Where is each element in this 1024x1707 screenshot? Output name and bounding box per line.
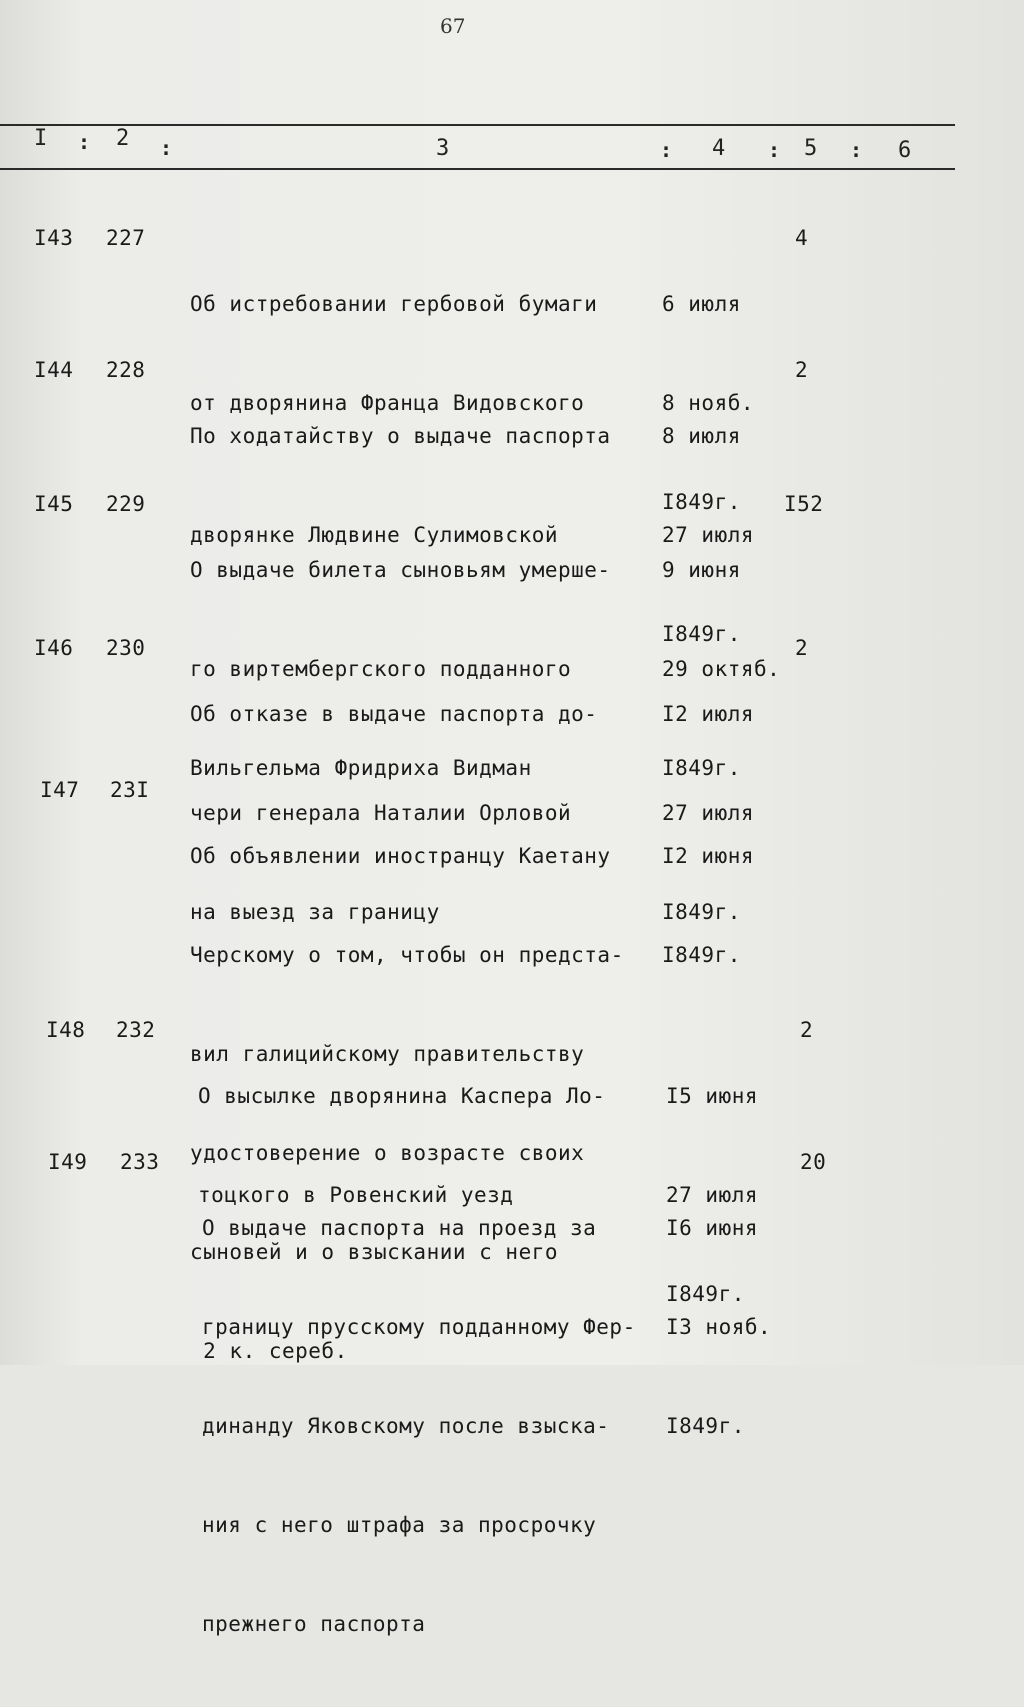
row-case-number: 230	[106, 636, 146, 660]
header-col-4: 4	[712, 136, 726, 161]
row-title: Об истребовании гербовой бумаги от дворянина Франца Видовского	[190, 292, 598, 415]
row-case-number: 229	[106, 492, 146, 516]
header-bottom-rule	[0, 168, 955, 170]
header-separator: :	[768, 138, 781, 162]
row-case-number: 23I	[110, 778, 150, 802]
row-sheets: 2	[795, 358, 809, 382]
row-case-number: 227	[106, 226, 146, 250]
row-title: О высылке дворянина Каспера Ло- тоцкого в Ровенский уезд	[198, 1084, 606, 1207]
row-sheets: 20	[800, 1150, 827, 1174]
row-sheets: 2	[800, 1018, 814, 1042]
row-index: I43	[34, 226, 74, 250]
header-col-1: I	[34, 126, 48, 151]
header-separator: :	[160, 136, 173, 160]
row-title: О выдаче билета сыновьям умерше- го виртембергского подданного Вильгельма Фридриха Видман	[190, 558, 611, 780]
row-sheets: 4	[795, 226, 809, 250]
page-number: 67	[440, 14, 466, 38]
header-col-3: 3	[436, 136, 450, 161]
row-dates: 6 июля 8 нояб. I849г.	[662, 292, 755, 514]
header-col-6: 6	[898, 138, 912, 163]
row-dates: 8 июля 27 июля I849г.	[662, 424, 755, 646]
header-col-5: 5	[804, 136, 818, 161]
header-separator: :	[78, 130, 91, 154]
row-index: I47	[40, 778, 80, 802]
row-sheets: I52	[784, 492, 824, 516]
row-case-number: 228	[106, 358, 146, 382]
row-index: I45	[34, 492, 74, 516]
row-dates: I6 июня I3 нояб. I849г.	[666, 1216, 772, 1438]
row-dates: I2 июля 27 июля I849г.	[662, 702, 755, 924]
row-case-number: 233	[120, 1150, 160, 1174]
header-col-2: 2	[116, 126, 130, 151]
row-title: Об объявлении иностранцу Каетану Черскому о том, чтобы он предста- вил галицийскому правительству удостоверение о возрасте своих сыновей и о взыскании с него 2 к. сереб.	[190, 844, 624, 1363]
row-title: Об отказе в выдаче паспорта до- чери генерала Наталии Орловой на выезд за границу	[190, 702, 598, 924]
row-index: I44	[34, 358, 74, 382]
row-dates: 9 июня 29 октяб. I849г.	[662, 558, 781, 780]
row-title: По ходатайству о выдаче паспорта дворянке Людвине Сулимовской	[190, 424, 611, 547]
header-separator: :	[850, 138, 863, 162]
row-index: I49	[48, 1150, 88, 1174]
header-separator: :	[660, 138, 673, 162]
row-sheets: 2	[795, 636, 809, 660]
row-index: I48	[46, 1018, 86, 1042]
row-index: I46	[34, 636, 74, 660]
row-case-number: 232	[116, 1018, 156, 1042]
row-dates: I5 июня 27 июля I849г.	[666, 1084, 759, 1306]
row-dates: I2 июня I849г.	[662, 844, 755, 967]
header-top-rule	[0, 124, 955, 126]
row-title: О выдаче паспорта на проезд за границу прусскому подданному Фер- динанду Яковскому после взыска- ния с него штрафа за просрочку прежнего паспорта	[202, 1216, 636, 1636]
